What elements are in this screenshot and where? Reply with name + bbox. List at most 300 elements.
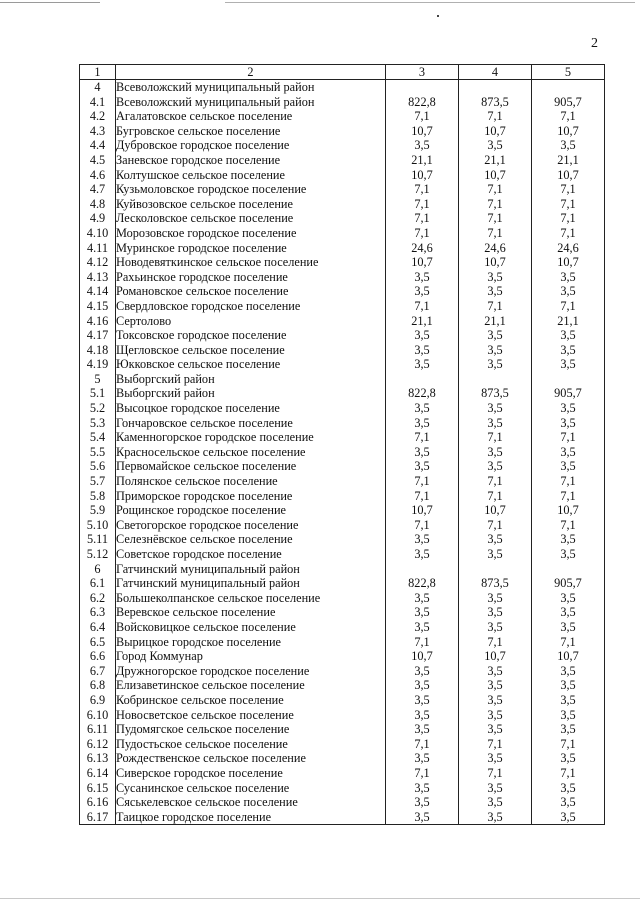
- value-col-4: 7,1: [459, 737, 532, 752]
- value-col-4: 873,5: [459, 386, 532, 401]
- value-col-3: [386, 80, 459, 95]
- table-row: [80, 168, 605, 183]
- table-row: [80, 343, 605, 358]
- value-col-5: 3,5: [532, 781, 605, 796]
- table-row: [80, 532, 605, 547]
- value-col-3: 3,5: [386, 138, 459, 153]
- value-col-5: 3,5: [532, 664, 605, 679]
- value-col-4: 7,1: [459, 635, 532, 650]
- value-col-5: 21,1: [532, 314, 605, 329]
- value-col-4: 10,7: [459, 503, 532, 518]
- row-name: Рощинское городское поселение: [116, 503, 386, 518]
- table-row: [80, 314, 605, 329]
- row-number: 6.11: [80, 722, 116, 737]
- value-col-5: 10,7: [532, 649, 605, 664]
- value-col-4: 7,1: [459, 182, 532, 197]
- row-name: Выборгский район: [116, 386, 386, 401]
- table-row: [80, 80, 605, 95]
- table-row: [80, 401, 605, 416]
- value-col-3: 3,5: [386, 693, 459, 708]
- header-col-1: 1: [80, 65, 116, 80]
- value-col-4: 3,5: [459, 708, 532, 723]
- value-col-3: 10,7: [386, 649, 459, 664]
- value-col-5: 7,1: [532, 299, 605, 314]
- row-name: Лесколовское сельское поселение: [116, 211, 386, 226]
- table-row: [80, 503, 605, 518]
- row-number: 6.5: [80, 635, 116, 650]
- row-name: Выборгский район: [116, 372, 386, 387]
- value-col-4: 3,5: [459, 270, 532, 285]
- row-name: Дубровское городское поселение: [116, 138, 386, 153]
- value-col-3: 10,7: [386, 124, 459, 139]
- value-col-3: 21,1: [386, 153, 459, 168]
- row-number: 4: [80, 80, 116, 95]
- row-number: 5.5: [80, 445, 116, 460]
- row-number: 6.4: [80, 620, 116, 635]
- row-number: 6.16: [80, 795, 116, 810]
- value-col-3: 3,5: [386, 605, 459, 620]
- value-col-4: [459, 562, 532, 577]
- value-col-3: 3,5: [386, 678, 459, 693]
- table-row: [80, 430, 605, 445]
- table-row: [80, 138, 605, 153]
- value-col-5: 3,5: [532, 328, 605, 343]
- table-row: [80, 649, 605, 664]
- row-number: 6.17: [80, 810, 116, 825]
- table-row: [80, 328, 605, 343]
- value-col-4: 7,1: [459, 109, 532, 124]
- row-number: 6: [80, 562, 116, 577]
- value-col-4: 3,5: [459, 605, 532, 620]
- row-number: 4.11: [80, 241, 116, 256]
- value-col-5: 7,1: [532, 197, 605, 212]
- row-name: Сяськелевское сельское поселение: [116, 795, 386, 810]
- value-col-3: 21,1: [386, 314, 459, 329]
- value-col-4: 7,1: [459, 430, 532, 445]
- row-name: Токсовское городское поселение: [116, 328, 386, 343]
- row-name: Колтушское сельское поселение: [116, 168, 386, 183]
- row-number: 5.10: [80, 518, 116, 533]
- row-name: Светогорское городское поселение: [116, 518, 386, 533]
- table-row: [80, 547, 605, 562]
- value-col-3: 3,5: [386, 284, 459, 299]
- table-row: [80, 635, 605, 650]
- value-col-4: 7,1: [459, 211, 532, 226]
- row-name: Морозовское городское поселение: [116, 226, 386, 241]
- value-col-3: 3,5: [386, 664, 459, 679]
- value-col-5: 3,5: [532, 138, 605, 153]
- page-number: 2: [591, 36, 598, 51]
- value-col-5: 10,7: [532, 255, 605, 270]
- value-col-5: 3,5: [532, 284, 605, 299]
- row-name: Рахьинское городское поселение: [116, 270, 386, 285]
- scan-bottom-edge: [0, 898, 640, 899]
- table-row: [80, 459, 605, 474]
- value-col-5: 3,5: [532, 620, 605, 635]
- table-row: [80, 722, 605, 737]
- value-col-3: 3,5: [386, 547, 459, 562]
- value-col-3: 7,1: [386, 766, 459, 781]
- value-col-3: 7,1: [386, 489, 459, 504]
- value-col-5: 3,5: [532, 605, 605, 620]
- value-col-4: 7,1: [459, 474, 532, 489]
- value-col-3: 822,8: [386, 95, 459, 110]
- table-row: [80, 95, 605, 110]
- value-col-4: 3,5: [459, 678, 532, 693]
- value-col-4: 7,1: [459, 766, 532, 781]
- value-col-3: 7,1: [386, 211, 459, 226]
- value-col-4: 7,1: [459, 226, 532, 241]
- row-number: 6.1: [80, 576, 116, 591]
- value-col-5: [532, 372, 605, 387]
- value-col-3: 3,5: [386, 620, 459, 635]
- row-name: Пудомягское сельское поселение: [116, 722, 386, 737]
- row-name: Веревское сельское поселение: [116, 605, 386, 620]
- row-name: Заневское городское поселение: [116, 153, 386, 168]
- value-col-5: 3,5: [532, 532, 605, 547]
- row-name: Новодевяткинское сельское поселение: [116, 255, 386, 270]
- table-row: [80, 153, 605, 168]
- value-col-5: 3,5: [532, 547, 605, 562]
- value-col-4: 7,1: [459, 197, 532, 212]
- row-number: 4.10: [80, 226, 116, 241]
- value-col-5: 7,1: [532, 766, 605, 781]
- value-col-3: 3,5: [386, 751, 459, 766]
- row-number: 4.8: [80, 197, 116, 212]
- scan-line: [225, 2, 635, 3]
- value-col-4: 21,1: [459, 314, 532, 329]
- value-col-3: [386, 562, 459, 577]
- row-number: 4.2: [80, 109, 116, 124]
- row-name: Новосветское сельское поселение: [116, 708, 386, 723]
- row-number: 6.13: [80, 751, 116, 766]
- row-name: Сертолово: [116, 314, 386, 329]
- table-row: [80, 109, 605, 124]
- table-row: [80, 708, 605, 723]
- scan-line: [0, 2, 100, 3]
- value-col-4: 3,5: [459, 547, 532, 562]
- row-number: 4.6: [80, 168, 116, 183]
- value-col-4: 7,1: [459, 299, 532, 314]
- row-number: 5.1: [80, 386, 116, 401]
- row-number: 4.16: [80, 314, 116, 329]
- value-col-5: 10,7: [532, 503, 605, 518]
- table-header-row: [80, 65, 605, 80]
- row-number: 4.4: [80, 138, 116, 153]
- value-col-3: 3,5: [386, 357, 459, 372]
- value-col-4: 873,5: [459, 576, 532, 591]
- row-name: Таицкое городское поселение: [116, 810, 386, 825]
- row-number: 5.3: [80, 416, 116, 431]
- row-name: Советское городское поселение: [116, 547, 386, 562]
- value-col-5: 3,5: [532, 416, 605, 431]
- value-col-5: 905,7: [532, 386, 605, 401]
- value-col-5: 7,1: [532, 518, 605, 533]
- value-col-4: [459, 80, 532, 95]
- table-row: [80, 386, 605, 401]
- value-col-3: 7,1: [386, 474, 459, 489]
- row-name: Каменногорское городское поселение: [116, 430, 386, 445]
- value-col-3: 3,5: [386, 343, 459, 358]
- header-col-3: 3: [386, 65, 459, 80]
- row-name: Войсковицкое сельское поселение: [116, 620, 386, 635]
- row-name: Сиверское городское поселение: [116, 766, 386, 781]
- table-row: [80, 518, 605, 533]
- value-col-3: 3,5: [386, 328, 459, 343]
- row-name: Романовское сельское поселение: [116, 284, 386, 299]
- table-row: [80, 591, 605, 606]
- table-row: [80, 605, 605, 620]
- value-col-5: 3,5: [532, 357, 605, 372]
- table-row: [80, 576, 605, 591]
- row-number: 4.15: [80, 299, 116, 314]
- data-table: [79, 64, 605, 825]
- row-name: Рождественское сельское поселение: [116, 751, 386, 766]
- value-col-5: 3,5: [532, 459, 605, 474]
- table-row: [80, 255, 605, 270]
- value-col-5: 3,5: [532, 401, 605, 416]
- table-row: [80, 197, 605, 212]
- value-col-5: 10,7: [532, 124, 605, 139]
- value-col-4: 3,5: [459, 664, 532, 679]
- value-col-4: 3,5: [459, 343, 532, 358]
- value-col-3: 7,1: [386, 182, 459, 197]
- value-col-5: [532, 80, 605, 95]
- value-col-4: 3,5: [459, 445, 532, 460]
- row-number: 6.15: [80, 781, 116, 796]
- row-number: 6.8: [80, 678, 116, 693]
- value-col-5: 21,1: [532, 153, 605, 168]
- value-col-4: 3,5: [459, 751, 532, 766]
- value-col-3: 7,1: [386, 226, 459, 241]
- value-col-4: 10,7: [459, 649, 532, 664]
- row-number: 6.7: [80, 664, 116, 679]
- value-col-5: 3,5: [532, 343, 605, 358]
- table-row: [80, 474, 605, 489]
- value-col-4: 3,5: [459, 284, 532, 299]
- row-name: Большеколпанское сельское поселение: [116, 591, 386, 606]
- value-col-4: 10,7: [459, 168, 532, 183]
- table-row: [80, 416, 605, 431]
- row-number: 5.2: [80, 401, 116, 416]
- row-name: Гатчинский муниципальный район: [116, 576, 386, 591]
- value-col-3: 7,1: [386, 430, 459, 445]
- value-col-3: 3,5: [386, 416, 459, 431]
- row-name: Елизаветинское сельское поселение: [116, 678, 386, 693]
- value-col-3: 3,5: [386, 722, 459, 737]
- row-name: Гатчинский муниципальный район: [116, 562, 386, 577]
- table-row: [80, 226, 605, 241]
- table-row: [80, 781, 605, 796]
- value-col-4: 873,5: [459, 95, 532, 110]
- table-row: [80, 372, 605, 387]
- value-col-3: 3,5: [386, 270, 459, 285]
- table-row: [80, 489, 605, 504]
- value-col-4: 21,1: [459, 153, 532, 168]
- row-number: 6.14: [80, 766, 116, 781]
- table-row: [80, 664, 605, 679]
- value-col-5: 7,1: [532, 211, 605, 226]
- value-col-5: 7,1: [532, 109, 605, 124]
- value-col-3: 3,5: [386, 459, 459, 474]
- row-number: 4.7: [80, 182, 116, 197]
- row-number: 4.14: [80, 284, 116, 299]
- row-number: 5.8: [80, 489, 116, 504]
- row-number: 6.2: [80, 591, 116, 606]
- value-col-3: 10,7: [386, 255, 459, 270]
- value-col-4: 3,5: [459, 591, 532, 606]
- row-name: Кобринское сельское поселение: [116, 693, 386, 708]
- row-name: Город Коммунар: [116, 649, 386, 664]
- table-row: [80, 211, 605, 226]
- row-name: Всеволожский муниципальный район: [116, 95, 386, 110]
- value-col-4: 3,5: [459, 795, 532, 810]
- value-col-3: 10,7: [386, 503, 459, 518]
- row-number: 4.3: [80, 124, 116, 139]
- table-row: [80, 445, 605, 460]
- value-col-5: 3,5: [532, 445, 605, 460]
- row-number: 6.6: [80, 649, 116, 664]
- value-col-3: 7,1: [386, 109, 459, 124]
- row-number: 6.12: [80, 737, 116, 752]
- value-col-3: 3,5: [386, 445, 459, 460]
- table-row: [80, 810, 605, 825]
- value-col-4: 3,5: [459, 138, 532, 153]
- value-col-4: [459, 372, 532, 387]
- row-name: Пудостьское сельское поселение: [116, 737, 386, 752]
- row-number: 5.11: [80, 532, 116, 547]
- row-number: 6.9: [80, 693, 116, 708]
- value-col-4: 3,5: [459, 693, 532, 708]
- row-number: 5.12: [80, 547, 116, 562]
- row-name: Полянское сельское поселение: [116, 474, 386, 489]
- value-col-4: 24,6: [459, 241, 532, 256]
- value-col-3: [386, 372, 459, 387]
- value-col-3: 3,5: [386, 532, 459, 547]
- scan-speck: [437, 15, 439, 17]
- value-col-5: 10,7: [532, 168, 605, 183]
- value-col-5: 7,1: [532, 182, 605, 197]
- value-col-4: 10,7: [459, 124, 532, 139]
- row-name: Юкковское сельское поселение: [116, 357, 386, 372]
- value-col-3: 3,5: [386, 708, 459, 723]
- value-col-5: 24,6: [532, 241, 605, 256]
- table-row: [80, 124, 605, 139]
- row-name: Муринское городское поселение: [116, 241, 386, 256]
- row-number: 4.12: [80, 255, 116, 270]
- row-number: 5.9: [80, 503, 116, 518]
- value-col-4: 3,5: [459, 620, 532, 635]
- row-number: 4.17: [80, 328, 116, 343]
- row-name: Сусанинское сельское поселение: [116, 781, 386, 796]
- table-row: [80, 562, 605, 577]
- value-col-3: 7,1: [386, 299, 459, 314]
- row-number: 5.6: [80, 459, 116, 474]
- header-col-5: 5: [532, 65, 605, 80]
- value-col-3: 3,5: [386, 795, 459, 810]
- table-row: [80, 357, 605, 372]
- value-col-4: 3,5: [459, 722, 532, 737]
- table-row: [80, 693, 605, 708]
- value-col-4: 3,5: [459, 357, 532, 372]
- row-number: 5: [80, 372, 116, 387]
- value-col-4: 3,5: [459, 459, 532, 474]
- header-col-2: 2: [116, 65, 386, 80]
- value-col-5: 3,5: [532, 708, 605, 723]
- row-number: 4.18: [80, 343, 116, 358]
- value-col-3: 7,1: [386, 635, 459, 650]
- scan-top-edge: [0, 0, 640, 6]
- value-col-3: 822,8: [386, 386, 459, 401]
- row-name: Щегловское сельское поселение: [116, 343, 386, 358]
- value-col-5: 3,5: [532, 270, 605, 285]
- header-col-4: 4: [459, 65, 532, 80]
- row-name: Красносельское сельское поселение: [116, 445, 386, 460]
- value-col-3: 3,5: [386, 591, 459, 606]
- row-name: Вырицкое городское поселение: [116, 635, 386, 650]
- value-col-3: 3,5: [386, 810, 459, 825]
- row-number: 4.19: [80, 357, 116, 372]
- value-col-5: 3,5: [532, 693, 605, 708]
- table-row: [80, 299, 605, 314]
- row-number: 5.7: [80, 474, 116, 489]
- value-col-5: 3,5: [532, 795, 605, 810]
- table-row: [80, 182, 605, 197]
- row-number: 6.3: [80, 605, 116, 620]
- value-col-5: 7,1: [532, 430, 605, 445]
- value-col-4: 10,7: [459, 255, 532, 270]
- row-number: 4.1: [80, 95, 116, 110]
- row-name: Свердловское городское поселение: [116, 299, 386, 314]
- table-row: [80, 241, 605, 256]
- value-col-5: 905,7: [532, 576, 605, 591]
- row-name: Первомайское сельское поселение: [116, 459, 386, 474]
- value-col-5: 3,5: [532, 678, 605, 693]
- value-col-5: [532, 562, 605, 577]
- value-col-5: 7,1: [532, 737, 605, 752]
- value-col-5: 3,5: [532, 810, 605, 825]
- table-row: [80, 766, 605, 781]
- table-row: [80, 270, 605, 285]
- table-row: [80, 678, 605, 693]
- value-col-3: 3,5: [386, 781, 459, 796]
- row-number: 6.10: [80, 708, 116, 723]
- row-name: Агалатовское сельское поселение: [116, 109, 386, 124]
- row-name: Всеволожский муниципальный район: [116, 80, 386, 95]
- row-number: 5.4: [80, 430, 116, 445]
- value-col-5: 7,1: [532, 226, 605, 241]
- row-name: Высоцкое городское поселение: [116, 401, 386, 416]
- value-col-4: 3,5: [459, 532, 532, 547]
- row-name: Селезнёвское сельское поселение: [116, 532, 386, 547]
- row-name: Гончаровское сельское поселение: [116, 416, 386, 431]
- value-col-5: 7,1: [532, 474, 605, 489]
- value-col-5: 3,5: [532, 722, 605, 737]
- value-col-3: 822,8: [386, 576, 459, 591]
- value-col-4: 3,5: [459, 781, 532, 796]
- value-col-5: 905,7: [532, 95, 605, 110]
- value-col-3: 3,5: [386, 401, 459, 416]
- row-number: 4.5: [80, 153, 116, 168]
- table-body: [80, 80, 605, 825]
- value-col-3: 7,1: [386, 737, 459, 752]
- table-row: [80, 284, 605, 299]
- row-name: Куйвозовское сельское поселение: [116, 197, 386, 212]
- row-name: Приморское городское поселение: [116, 489, 386, 504]
- value-col-4: 3,5: [459, 810, 532, 825]
- table-row: [80, 620, 605, 635]
- value-col-3: 24,6: [386, 241, 459, 256]
